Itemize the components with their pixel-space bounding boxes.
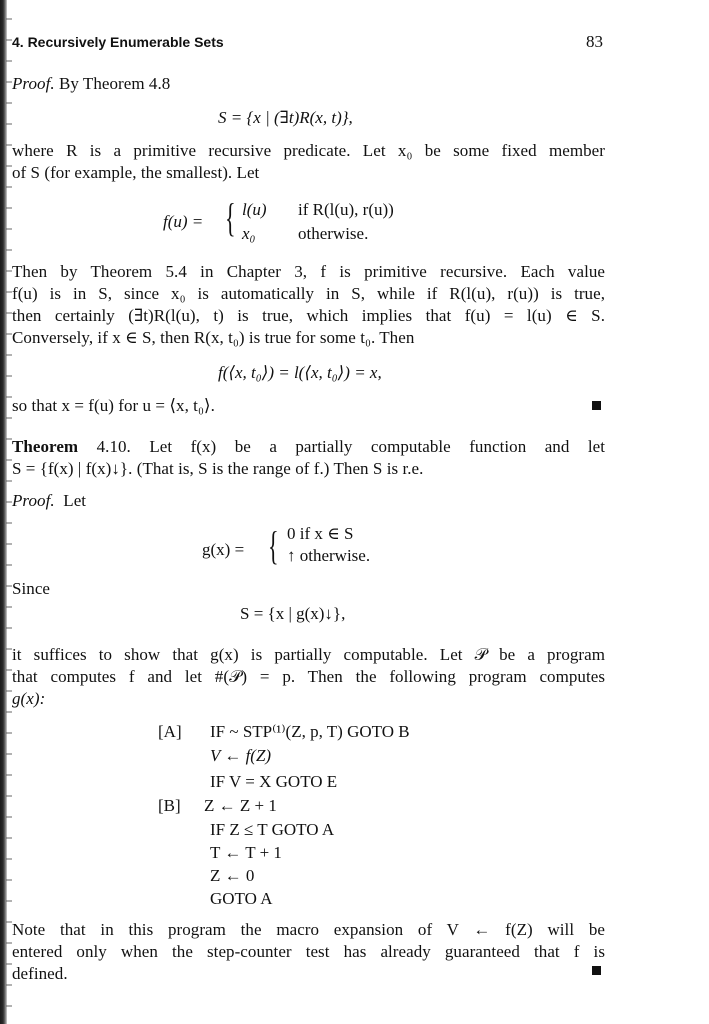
qed-symbol (592, 401, 601, 410)
program-line-7: Z ← 0 (210, 866, 255, 885)
proof1-line-5: then certainly (∃t)R(l(u), t) is true, which implies that f(u) = l(u) ∈ S. (12, 306, 605, 325)
program-line-1: IF ~ STP⁽¹⁾(Z, p, T) GOTO B (210, 722, 410, 741)
program-label-b: [B] (158, 796, 181, 815)
program-line-8: GOTO A (210, 889, 273, 908)
equation-s-definition: S = {x | (∃t)R(x, t)}, (218, 108, 353, 127)
proof1-line-2: of S (for example, the smallest). Let (12, 163, 260, 182)
proof1-line-4: f(u) is in S, since x₀ is automatically in S, while if R(l(u), r(u)) is true, (12, 284, 605, 303)
equation-f-pair: f(⟨x, t₀⟩) = l(⟨x, t₀⟩) = x, (218, 363, 382, 382)
proof1-line-7: so that x = f(u) for u = ⟨x, t₀⟩. (12, 396, 215, 415)
f-case2-value: x₀ (242, 224, 256, 243)
page-number: 83 (586, 32, 603, 51)
closing-line-3: defined. (12, 964, 68, 983)
program-line-2: V ← f(Z) (210, 746, 272, 765)
program-line-3: IF V = X GOTO E (210, 772, 338, 791)
program-line-5: IF Z ≤ T GOTO A (210, 820, 335, 839)
proof1-line-3: Then by Theorem 5.4 in Chapter 3, f is primitive recursive. Each value (12, 262, 605, 281)
proof2-line-2: that computes f and let #(𝒫) = p. Then the following program computes (12, 667, 605, 686)
theorem-label: Theorem (12, 437, 79, 456)
program-line-4: Z ← Z + 1 (204, 796, 277, 815)
proof1-intro-line (12, 74, 170, 94)
qed-symbol-end (592, 966, 601, 975)
proof2-since: Since (12, 579, 51, 598)
f-definition-brace: { (225, 195, 236, 240)
running-title: 4. Recursively Enumerable Sets (12, 34, 224, 50)
g-definition-lhs: g(x) = (202, 540, 245, 559)
proof2-label: Proof. (12, 491, 55, 510)
proof1-label: Proof. (12, 74, 55, 93)
program-label-a: [A] (158, 722, 182, 741)
f-case2-condition: otherwise. (298, 224, 369, 243)
equation-s-range: S = {x | g(x)↓}, (240, 604, 346, 623)
g-case1: 0 if x ∈ S (287, 524, 354, 543)
proof2-line-3: g(x): (12, 689, 46, 708)
f-case1-condition: if R(l(u), r(u)) (298, 200, 394, 219)
f-definition-lhs: f(u) = (163, 212, 204, 231)
theorem-line-2: S = {f(x) | f(x)↓}. (That is, S is the range of f.) Then S is r.e. (12, 459, 424, 478)
g-case2: ↑ otherwise. (287, 546, 371, 565)
proof1-intro: By Theorem 4.8 (58, 74, 171, 93)
proof2-line-1: it suffices to show that g(x) is partially computable. Let 𝒫 be a program (12, 645, 605, 664)
proof1-line-1: where R is a primitive recursive predicate. Let x₀ be some fixed member (12, 141, 605, 160)
closing-line-1: Note that in this program the macro expansion of V ← f(Z) will be (12, 920, 605, 939)
theorem-line-1 (12, 437, 605, 457)
f-case1-value: l(u) (242, 200, 267, 219)
proof1-line-6: Conversely, if x ∈ S, then R(x, t₀) is true for some t₀. Then (12, 328, 415, 347)
proof2-let: Let (63, 491, 87, 510)
proof2-intro-line (12, 491, 86, 511)
theorem-text: 4.10. Let f(x) be a partially computable function and let (96, 437, 605, 456)
program-line-6: T ← T + 1 (210, 843, 282, 862)
closing-line-2: entered only when the step-counter test has already guaranteed that f is (12, 942, 605, 961)
g-definition-brace: { (268, 523, 279, 568)
